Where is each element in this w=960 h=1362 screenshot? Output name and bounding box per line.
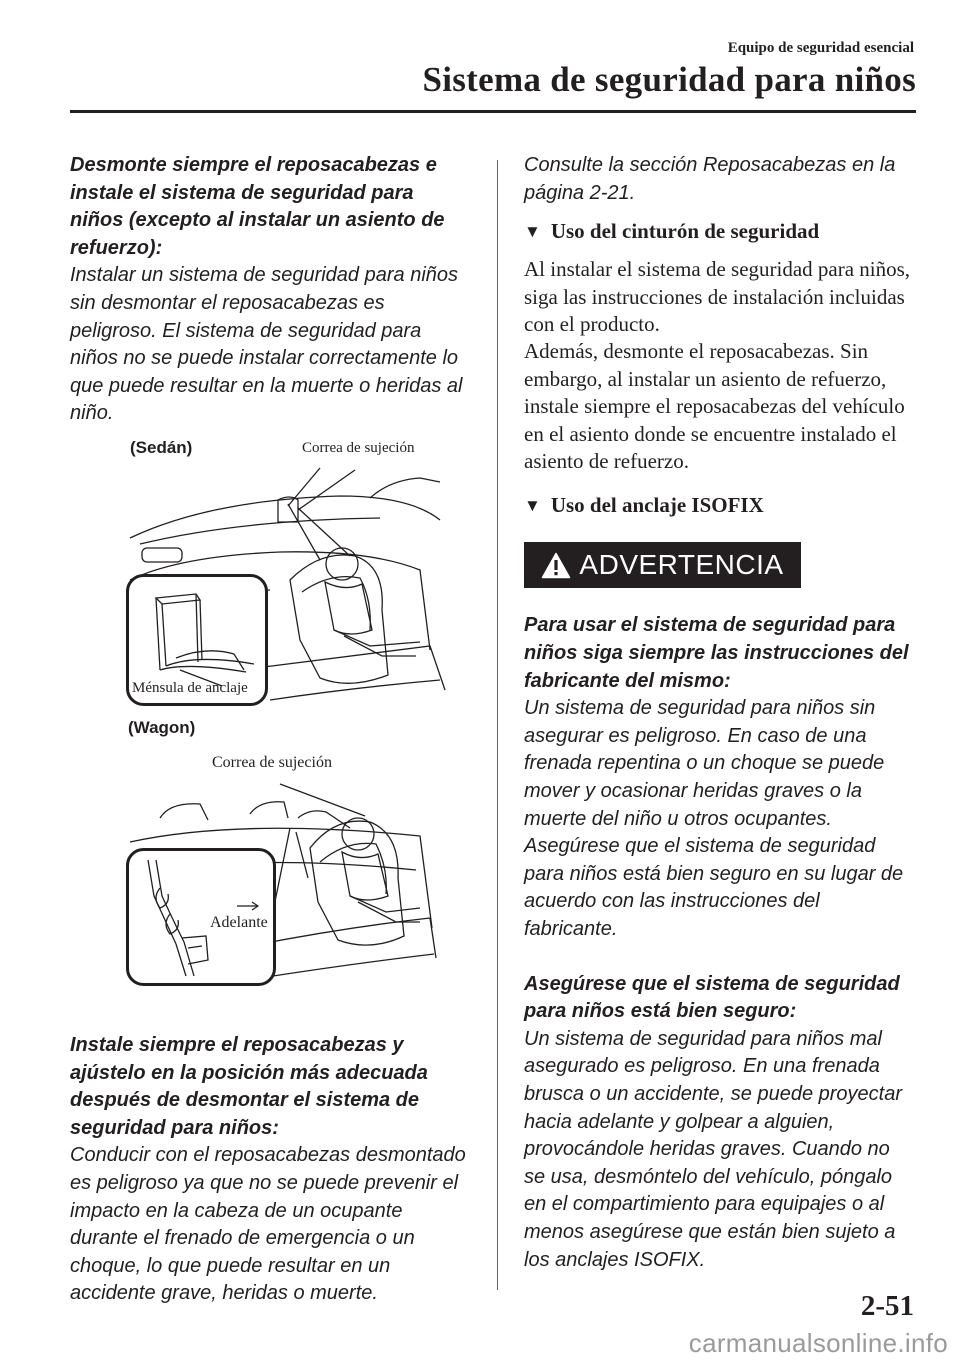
left-column: [70, 152, 470, 1308]
headrest-reinstall-warning: [70, 1032, 470, 1308]
right-column: [524, 152, 916, 1274]
warning-text: Conducir con el reposacabezas desmontado es peligroso ya que no se puede prevenir el impacto en la cabeza de un ocupante durante el frenado de emergencia o un choque, lo que puede resultar en un accidente grave, heridas o muerte.: [70, 1144, 466, 1305]
figure-label: (Wagon): [128, 717, 196, 737]
isofix-warning-1: [524, 612, 916, 943]
warning-banner: [524, 542, 801, 588]
column-divider: [497, 160, 498, 1290]
triangle-bullet-icon: ▼: [524, 495, 541, 515]
callout-tether-strap: Correa de sujeción: [302, 439, 415, 456]
headrest-removal-warning: [70, 152, 470, 428]
callout-anchor-bracket: Ménsula de anclaje: [132, 679, 248, 696]
triangle-bullet-icon: ▼: [524, 221, 541, 241]
page-title: Sistema de seguridad para niños: [422, 60, 916, 99]
sedan-illustration: [70, 434, 470, 714]
heading-text: Uso del anclaje ISOFIX: [550, 493, 764, 518]
wagon-illustration: [70, 718, 470, 998]
header-rule: [70, 110, 916, 113]
page-number: 2-51: [860, 1290, 914, 1322]
warning-text: Un sistema de seguridad para niños sin asegurar es peligroso. En caso de una frenada repentina o un choque se puede mover y ocasionar heridas graves o la muerte del niño u otros ocupantes. Asegúrese que el sistema de seguridad para niños está bien seguro en su lugar de acuerdo con las instrucciones del fabricante.: [524, 697, 904, 940]
heading-text: Uso del cinturón de seguridad: [550, 219, 820, 244]
warning-text: Un sistema de seguridad para niños mal asegurado es peligroso. En una frenada brusca o un accidente, se puede proyectar hacia adelante y golpear a alguien, provocándole heridas graves. Cuando no se usa, desmóntelo del vehículo, póngalo en el compartimiento para equipajes o al menos asegúrese que están bien sujeto a los anclajes ISOFIX.: [524, 1027, 903, 1271]
headrest-reference: Consulte la sección Reposacabezas en la página 2-21.: [524, 154, 896, 204]
warning-heading: Desmonte siempre el reposacabezas e instale el sistema de seguridad para niños (excepto al instalar un asiento de refuerzo):: [70, 154, 445, 259]
callout-tether-strap: Correa de sujeción: [212, 753, 332, 771]
warning-text: Instalar un sistema de seguridad para niños sin desmontar el reposacabezas es peligroso. El sistema de seguridad para niños no se puede instalar correctamente lo que puede resultar en la muerte o heridas al niño.: [70, 264, 463, 425]
warning-heading: Para usar el sistema de seguridad para niños siga siempre las instrucciones del fabricante del mismo:: [524, 614, 909, 692]
callout-forward: Adelante: [210, 913, 268, 931]
isofix-warning-2: [524, 971, 916, 1275]
warning-label: ADVERTENCIA: [579, 549, 784, 581]
seatbelt-text: Al instalar el sistema de seguridad para niños, siga las instrucciones de instalación incluidas con el producto.: [524, 257, 911, 336]
footer-watermark: carmanualsonline.info: [688, 1328, 948, 1358]
warning-heading: Asegúrese que el sistema de seguridad para niños está bien seguro:: [524, 972, 900, 1023]
warning-triangle-icon: [541, 552, 571, 579]
warning-heading: Instale siempre el reposacabezas y ajústelo en la posición más adecuada después de desmontar el sistema de seguridad para niños:: [70, 1033, 428, 1139]
forward-arrow-icon: [236, 900, 260, 912]
isofix-heading: [524, 493, 916, 518]
section-name: Equipo de seguridad esencial: [727, 40, 914, 56]
figure-label: (Sedán): [130, 437, 193, 457]
seatbelt-heading: [524, 219, 916, 244]
seatbelt-text-2: Además, desmonte el reposacabezas. Sin embargo, al instalar un asiento de refuerzo, instale siempre el reposacabezas del vehículo en el asiento donde se encuentre instalado el asiento de refuerzo.: [524, 339, 905, 474]
